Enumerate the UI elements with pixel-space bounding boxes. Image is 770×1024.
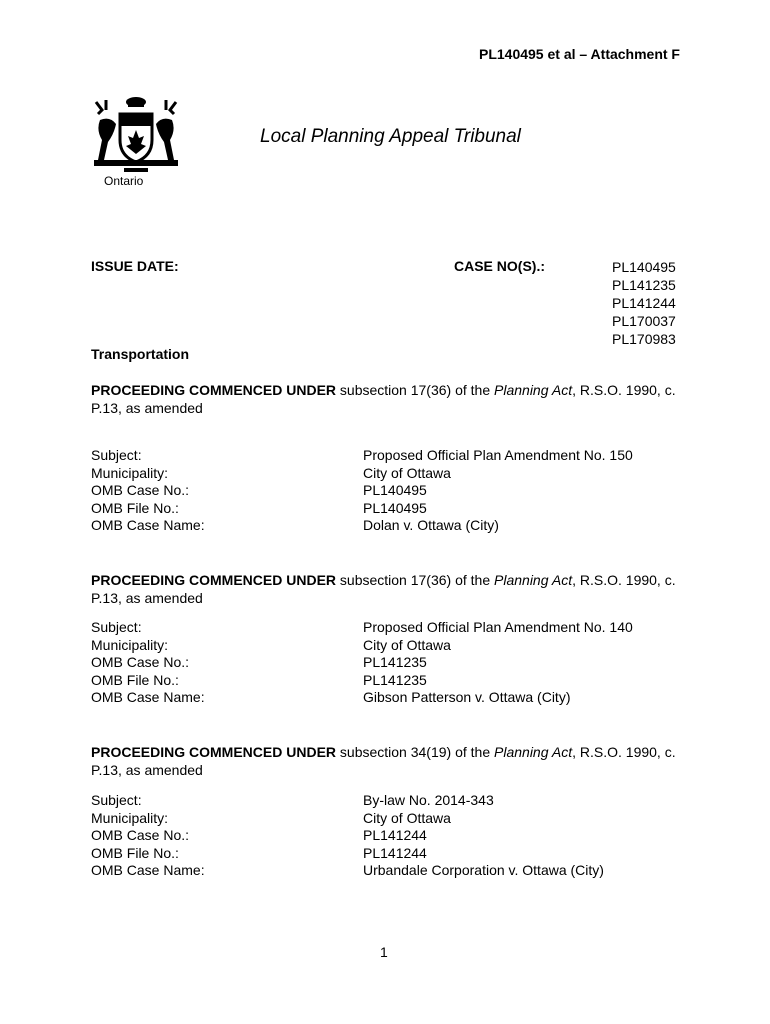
detail-row <box>91 619 691 637</box>
detail-row <box>91 447 691 465</box>
detail-value: PL140495 <box>363 499 427 516</box>
proceeding-text: subsection 34(19) of the <box>336 744 495 760</box>
detail-value: PL141235 <box>363 671 427 688</box>
detail-label: OMB File No.: <box>91 499 179 516</box>
detail-value: City of Ottawa <box>363 464 451 481</box>
detail-value: By-law No. 2014-343 <box>363 792 494 808</box>
proceeding-details <box>91 792 691 880</box>
detail-label: OMB File No.: <box>91 844 179 861</box>
detail-label: OMB Case Name: <box>91 689 205 705</box>
detail-label: Municipality: <box>91 636 169 653</box>
issue-date-label: ISSUE DATE: <box>91 258 179 274</box>
detail-value: City of Ottawa <box>363 809 451 826</box>
case-number: PL170983 <box>612 331 676 347</box>
detail-label: OMB File No.: <box>91 671 179 688</box>
case-number: PL170037 <box>612 313 676 329</box>
detail-value: PL141235 <box>363 654 427 670</box>
logo-wordmark: Ontario <box>104 174 144 188</box>
detail-value: PL141244 <box>363 827 427 843</box>
case-number: PL141244 <box>612 295 676 311</box>
detail-value: Proposed Official Plan Amendment No. 140 <box>363 619 633 635</box>
detail-row <box>91 482 691 500</box>
proceeding-lead: PROCEEDING COMMENCED UNDER <box>91 744 337 760</box>
case-numbers-list <box>612 258 676 348</box>
detail-label: Subject: <box>91 447 142 463</box>
proceeding-text: subsection 17(36) of the <box>336 572 495 588</box>
detail-value: Proposed Official Plan Amendment No. 150 <box>363 447 633 463</box>
detail-value: Gibson Patterson v. Ottawa (City) <box>363 689 571 705</box>
detail-label: Municipality: <box>91 809 169 826</box>
proceeding-heading <box>91 571 681 607</box>
detail-row <box>91 862 691 880</box>
detail-row <box>91 637 691 655</box>
detail-value: City of Ottawa <box>363 636 451 653</box>
act-name: Planning Act <box>494 572 573 588</box>
proceeding-heading <box>91 743 681 779</box>
detail-label: OMB Case Name: <box>91 517 205 533</box>
proceeding-heading <box>91 381 681 417</box>
detail-row <box>91 672 691 690</box>
detail-value: PL141244 <box>363 844 427 861</box>
detail-row <box>91 500 691 518</box>
detail-value: PL140495 <box>363 482 427 498</box>
page-number: 1 <box>380 944 388 960</box>
detail-value: Dolan v. Ottawa (City) <box>363 517 499 533</box>
detail-label: OMB Case Name: <box>91 862 205 878</box>
proceeding-details <box>91 619 691 707</box>
proceeding-lead: PROCEEDING COMMENCED UNDER <box>91 382 337 398</box>
detail-row <box>91 689 691 707</box>
detail-row <box>91 517 691 535</box>
detail-row <box>91 810 691 828</box>
detail-label: OMB Case No.: <box>91 827 190 843</box>
detail-row <box>91 792 691 810</box>
act-name: Planning Act <box>494 744 573 760</box>
proceeding-details <box>91 447 691 535</box>
detail-label: Subject: <box>91 792 142 808</box>
detail-row <box>91 827 691 845</box>
case-number: PL141235 <box>612 277 676 293</box>
proceeding-text: subsection 17(36) of the <box>336 382 495 398</box>
attachment-reference: PL140495 et al – Attachment F <box>478 46 680 62</box>
detail-label: Subject: <box>91 619 142 635</box>
tribunal-name: Local Planning Appeal Tribunal <box>260 126 521 147</box>
proceeding-text: , R.S.O. 1990, c. P.13, as amended <box>91 572 676 606</box>
section-heading: Transportation <box>91 346 190 362</box>
detail-row <box>91 654 691 672</box>
detail-row <box>91 845 691 863</box>
proceeding-text: , R.S.O. 1990, c. P.13, as amended <box>91 382 676 416</box>
detail-label: OMB Case No.: <box>91 482 190 498</box>
act-name: Planning Act <box>494 382 573 398</box>
proceeding-text: , R.S.O. 1990, c. P.13, as amended <box>91 744 676 778</box>
detail-row <box>91 465 691 483</box>
case-numbers-label: CASE NO(S).: <box>454 258 545 274</box>
detail-label: Municipality: <box>91 464 169 481</box>
detail-label: OMB Case No.: <box>91 654 190 670</box>
detail-value: Urbandale Corporation v. Ottawa (City) <box>363 862 604 878</box>
case-number: PL140495 <box>612 259 676 275</box>
proceeding-lead: PROCEEDING COMMENCED UNDER <box>91 572 337 588</box>
